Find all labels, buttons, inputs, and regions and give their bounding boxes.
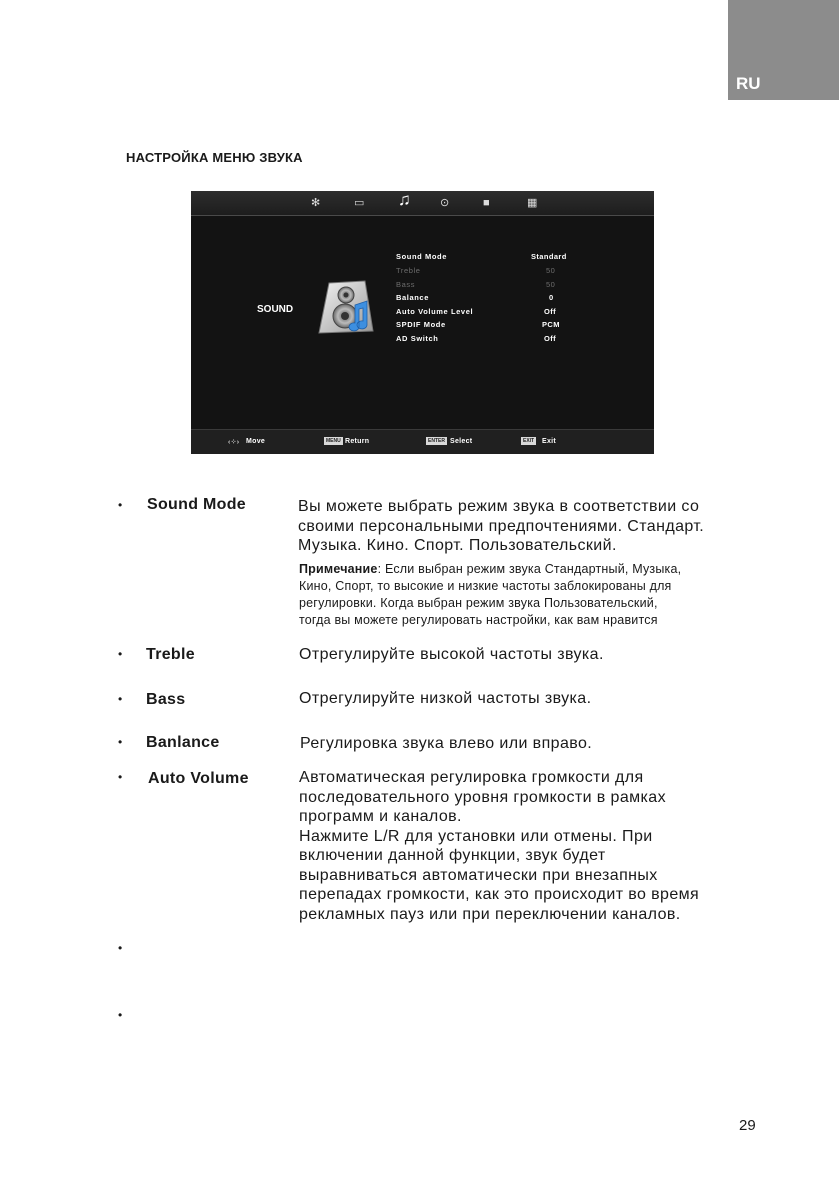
- bullet: •: [118, 735, 123, 749]
- language-label: RU: [736, 74, 761, 93]
- speaker-icon: [315, 279, 379, 337]
- hint-move: Move: [246, 438, 266, 445]
- note-label: Примечание: [299, 562, 378, 576]
- page-title: НАСТРОЙКА МЕНЮ ЗВУКА: [126, 150, 303, 165]
- menu-value-spdif-mode: PCM: [542, 320, 560, 329]
- clock-icon: ⊙: [440, 197, 450, 209]
- page-number: 29: [739, 1117, 756, 1134]
- bullet: •: [118, 647, 123, 661]
- desc-balance: Регулировка звука влево или вправо.: [300, 735, 593, 752]
- bullet: •: [118, 498, 123, 512]
- lock-icon: ■: [483, 197, 490, 209]
- desc-auto-volume: Автоматическая регулировка громкости для последовательного уровня громкости в рамках программ и каналов. Нажмите L/R для установки или отмены. При включении данной функции, звук будет выравниваться автоматически при внезапных перепадах громкости, как это происходит во время рекламных пауз или при переключении каналов.: [299, 769, 700, 923]
- menu-value-auto-volume-level: Off: [544, 307, 557, 316]
- monitor-icon: ▭: [354, 197, 365, 209]
- hint-return: Return: [345, 438, 370, 445]
- menu-value-bass: 50: [546, 280, 556, 289]
- term-auto-volume: Auto Volume: [148, 770, 249, 787]
- hint-select: Select: [450, 438, 473, 445]
- music-note-icon: ♫: [398, 190, 411, 209]
- desc-sound-mode: Вы можете выбрать режим звука в соответствии со своими персональными предпочтениями. Стандарт. Музыка. Кино. Спорт. Пользовательский.: [298, 498, 705, 554]
- move-arrows-icon: ‹⁘›: [228, 439, 240, 446]
- bullet: •: [118, 1008, 123, 1022]
- term-treble: Treble: [146, 646, 195, 663]
- menu-item-treble[interactable]: Treble: [396, 266, 421, 275]
- menu-value-balance: 0: [549, 293, 554, 302]
- tv-hint-bar: [191, 429, 654, 454]
- bullet: •: [118, 941, 123, 955]
- hint-exit: Exit: [542, 438, 557, 445]
- menu-value-treble: 50: [546, 266, 556, 275]
- tv-menu-screenshot: [191, 191, 654, 453]
- menu-item-auto-volume-level[interactable]: Auto Volume Level: [396, 307, 474, 316]
- grid-icon: ▦: [527, 197, 538, 209]
- section-label: SOUND: [257, 304, 294, 315]
- note: [299, 561, 749, 629]
- bullet: •: [118, 770, 123, 784]
- menu-value-sound-mode: Standard: [531, 252, 567, 261]
- menu-item-ad-switch[interactable]: AD Switch: [396, 334, 439, 343]
- menu-item-balance[interactable]: Balance: [396, 293, 429, 302]
- term-sound-mode: Sound Mode: [147, 496, 246, 513]
- bullet: •: [118, 692, 123, 706]
- desc-bass: Отрегулируйте низкой частоты звука.: [299, 690, 592, 707]
- menu-item-spdif-mode[interactable]: SPDIF Mode: [396, 320, 446, 329]
- note-text: : Если выбран режим звука Стандартный, Музыка, Кино, Спорт, то высокие и низкие частоты заблокированы для регулировки. Когда выбран режим звука Пользовательский, тогда вы можете регулировать настройки, как вам нравится: [299, 562, 682, 627]
- exit-key-icon: EXIT: [523, 438, 535, 444]
- desc-treble: Отрегулируйте высокой частоты звука.: [299, 646, 604, 663]
- language-tab: [728, 0, 839, 100]
- menu-key-icon: MENU: [326, 438, 341, 444]
- menu-item-bass[interactable]: Bass: [396, 280, 416, 289]
- enter-key-icon: ENTER: [428, 438, 445, 444]
- term-bass: Bass: [146, 691, 186, 708]
- menu-item-sound-mode[interactable]: Sound Mode: [396, 252, 447, 261]
- tv-top-icon-bar: [191, 191, 654, 215]
- term-balance: Banlance: [146, 734, 220, 751]
- menu-value-ad-switch: Off: [544, 334, 557, 343]
- gear-icon: ✻: [311, 197, 321, 209]
